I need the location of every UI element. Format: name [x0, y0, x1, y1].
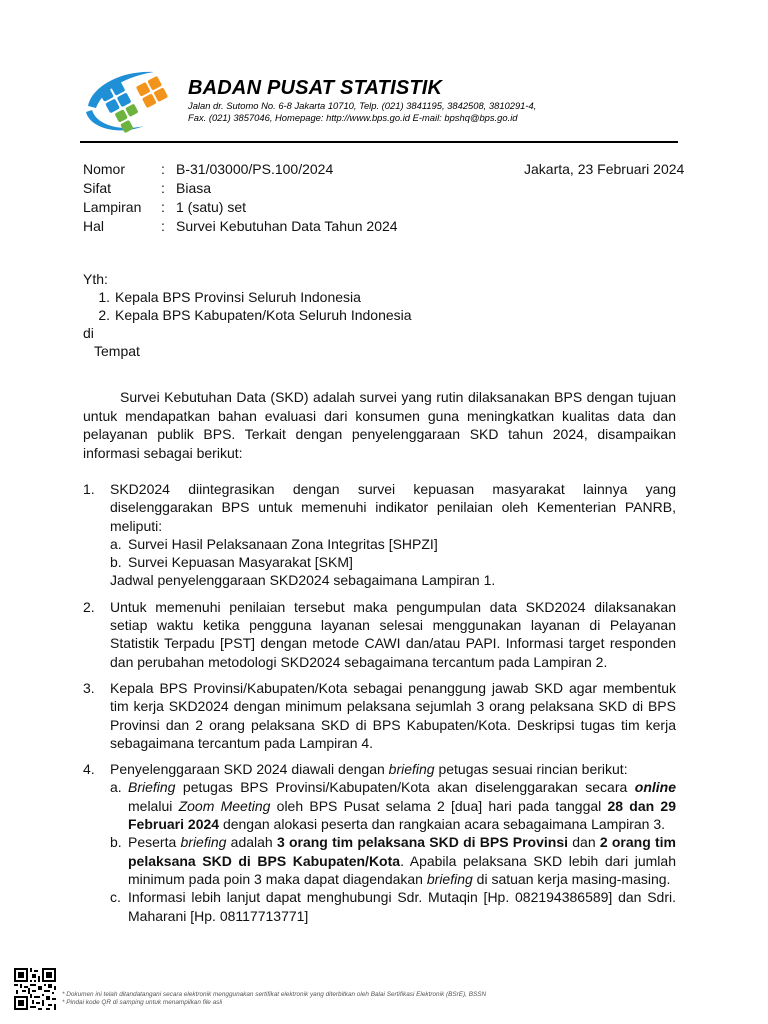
point-4: [83, 760, 676, 925]
sub-number: c.: [110, 889, 121, 906]
sub-item-b: [110, 553, 676, 571]
sub-item-a: [110, 778, 676, 833]
meta-value: B-31/03000/PS.100/2024: [176, 161, 334, 177]
sub-number: a.: [110, 779, 122, 796]
meta-label: Hal: [83, 218, 105, 234]
text-run-italic: briefing: [388, 761, 435, 778]
address-line-2: Fax. (021) 3857046, Homepage: http://www.bps.go.id E-mail: bpshq@bps.go.id: [188, 111, 518, 123]
text-run-italic: Zoom Meeting: [178, 797, 271, 814]
point-3: [83, 679, 676, 752]
text-run-bold: 28 dan 29 Februari 2024: [128, 797, 676, 833]
meta-row-hal: [83, 217, 398, 236]
list-item: [83, 288, 412, 306]
org-address: [188, 100, 536, 123]
meta-label: Lampiran: [83, 199, 142, 215]
text-run-italic: briefing: [426, 870, 473, 887]
di-label: di: [83, 325, 94, 341]
letterhead-rule: [80, 141, 678, 143]
meta-value: Survei Kebutuhan Data Tahun 2024: [176, 218, 398, 234]
meta-label: Sifat: [83, 180, 112, 196]
sub-text: Informasi lebih lanjut dapat menghubungi Sdr. Mutaqin [Hp. 082194386589] dan Sdri. Maharani [Hp. 08117713771]: [128, 889, 676, 924]
addressee-block: [83, 270, 412, 360]
text-run: . Apabila pelaksana SKD lebih dari jumlah minimum pada poin 3 maka dapat diagendakan: [128, 852, 676, 887]
meta-value: 1 (satu) set: [176, 199, 247, 215]
text-run: dengan alokasi peserta dan rangkaian acara sebagaimana Lampiran 3.: [219, 816, 666, 833]
point-number: 4.: [83, 761, 95, 778]
address-line-1: Jalan dr. Sutomo No. 6-8 Jakarta 10710, Telp. (021) 3841195, 3842508, 3810291-4,: [188, 100, 537, 111]
list-item: [83, 306, 412, 324]
point-1: [83, 480, 676, 590]
list-text: Kepala BPS Kabupaten/Kota Seluruh Indonesia: [115, 307, 412, 323]
point-text: Untuk memenuhi penilaian tersebut maka pengumpulan data SKD2024 dilaksanakan setiap waktu ketika pengguna layanan selesai menggunakan layanan di Pelayanan Statistik Terpadu [PST] dengan metode CAWI dan/atau PAPI. Informasi target responden dan perubahan metodologi SKD2024 sebagaimana tercantum pada Lampiran 2.: [110, 598, 676, 670]
text-run-italic: briefing: [180, 834, 227, 851]
sub-number: b.: [110, 834, 122, 851]
point-number: 3.: [83, 679, 95, 696]
text-run: oleh BPS Pusat selama 2 [dua] hari pada tanggal: [270, 797, 608, 814]
sub-number: b.: [110, 554, 122, 571]
letter-date: Jakarta, 23 Februari 2024: [524, 161, 685, 177]
meta-colon: :: [161, 199, 165, 215]
text-run: petugas sesuai rincian berikut:: [434, 761, 628, 778]
meta-row-lampiran: [83, 198, 398, 217]
letter-meta: [83, 160, 398, 236]
footer-note-2: * Pindai kode QR di samping untuk menampilkan file asli: [62, 998, 223, 1006]
text-run: dan: [568, 834, 600, 851]
sub-item-a: [110, 535, 676, 553]
sub-item-b: [110, 833, 676, 888]
list-number: 1.: [98, 289, 110, 305]
text-run-italic: Briefing: [128, 779, 176, 796]
text-run-bold: 3 orang tim pelaksana SKD di BPS Provinsi: [276, 834, 569, 851]
text-run: Penyelenggaraan SKD 2024 diawali dengan: [110, 761, 389, 778]
text-run: melalui: [128, 797, 179, 814]
text-run: Peserta: [128, 834, 181, 851]
text-run: petugas BPS Provinsi/Kabupaten/Kota akan diselenggarakan secara: [175, 779, 635, 796]
meta-row-sifat: [83, 179, 398, 198]
meta-value: Biasa: [176, 180, 212, 196]
point-number: 2.: [83, 598, 95, 615]
meta-row-nomor: [83, 160, 398, 179]
sub-text: [128, 778, 676, 833]
sub-text: Survei Kepuasan Masyarakat [SKM]: [128, 554, 353, 571]
meta-colon: :: [161, 180, 165, 196]
point-2: [83, 598, 676, 671]
intro-paragraph: Survei Kebutuhan Data (SKD) adalah survei yang rutin dilaksanakan BPS dengan tujuan untuk mendapatkan bahan evaluasi dari konsumen guna meningkatkan kualitas data dan pelayanan publik BPS. Terkait dengan penyelenggaraan SKD tahun 2024, disampaikan informasi sebagai berikut:: [83, 389, 676, 461]
sub-item-c: [110, 888, 676, 925]
tempat-label: Tempat: [94, 343, 140, 359]
list-number: 2.: [98, 307, 110, 323]
meta-label: Nomor: [83, 161, 126, 177]
point-body: [110, 760, 676, 925]
meta-colon: :: [161, 161, 165, 177]
list-text: Kepala BPS Provinsi Seluruh Indonesia: [115, 289, 361, 305]
sub-text: [128, 833, 676, 888]
text-run: di satuan kerja masing-masing.: [472, 870, 671, 887]
footer-note-1: * Dokumen ini telah ditandatangani secara elektronik menggunakan sertifikat elektronik yang diterbitkan oleh Balai Sertifikasi Elektronik (BSrE), BSSN: [62, 991, 487, 998]
point-number: 1.: [83, 481, 95, 497]
meta-colon: :: [161, 218, 165, 234]
point-lead: [110, 760, 676, 778]
point-text: SKD2024 diintegrasikan dengan survei kepuasan masyarakat lainnya yang diselenggarakan BPS untuk memenuhi indikator penilaian oleh Kementerian PANRB, meliputi:: [110, 481, 676, 534]
point-body: [110, 480, 676, 590]
qr-code-icon[interactable]: [14, 968, 56, 1010]
point-text: Kepala BPS Provinsi/Kabupaten/Kota sebagai penanggung jawab SKD agar membentuk tim kerja SKD2024 dengan minimum pelaksana sejumlah 3 orang pelaksana SKD di BPS Provinsi dan 2 orang pelaksana SKD di BPS Kabupaten/Kota. Deskripsi tugas tim kerja sebagaimana tercantum pada Lampiran 4.: [110, 679, 676, 751]
text-run: adalah: [226, 834, 277, 851]
footer-note: [62, 991, 486, 1006]
points-list: [83, 480, 676, 933]
sub-text: Survei Hasil Pelaksanaan Zona Integritas [SHPZI]: [128, 535, 438, 552]
bps-logo-icon: [82, 62, 182, 140]
schedule-text: Jadwal penyelenggaraan SKD2024 sebagaimana Lampiran 1.: [110, 572, 496, 589]
text-run-bold-italic: online: [634, 779, 676, 796]
sub-number: a.: [110, 535, 122, 552]
yth-label: Yth:: [83, 271, 108, 287]
text-run-bold: 2 orang tim pelaksana SKD di BPS Kabupaten/Kota: [128, 834, 677, 869]
addressee-list: [83, 288, 412, 324]
org-name: BADAN PUSAT STATISTIK: [188, 77, 443, 99]
